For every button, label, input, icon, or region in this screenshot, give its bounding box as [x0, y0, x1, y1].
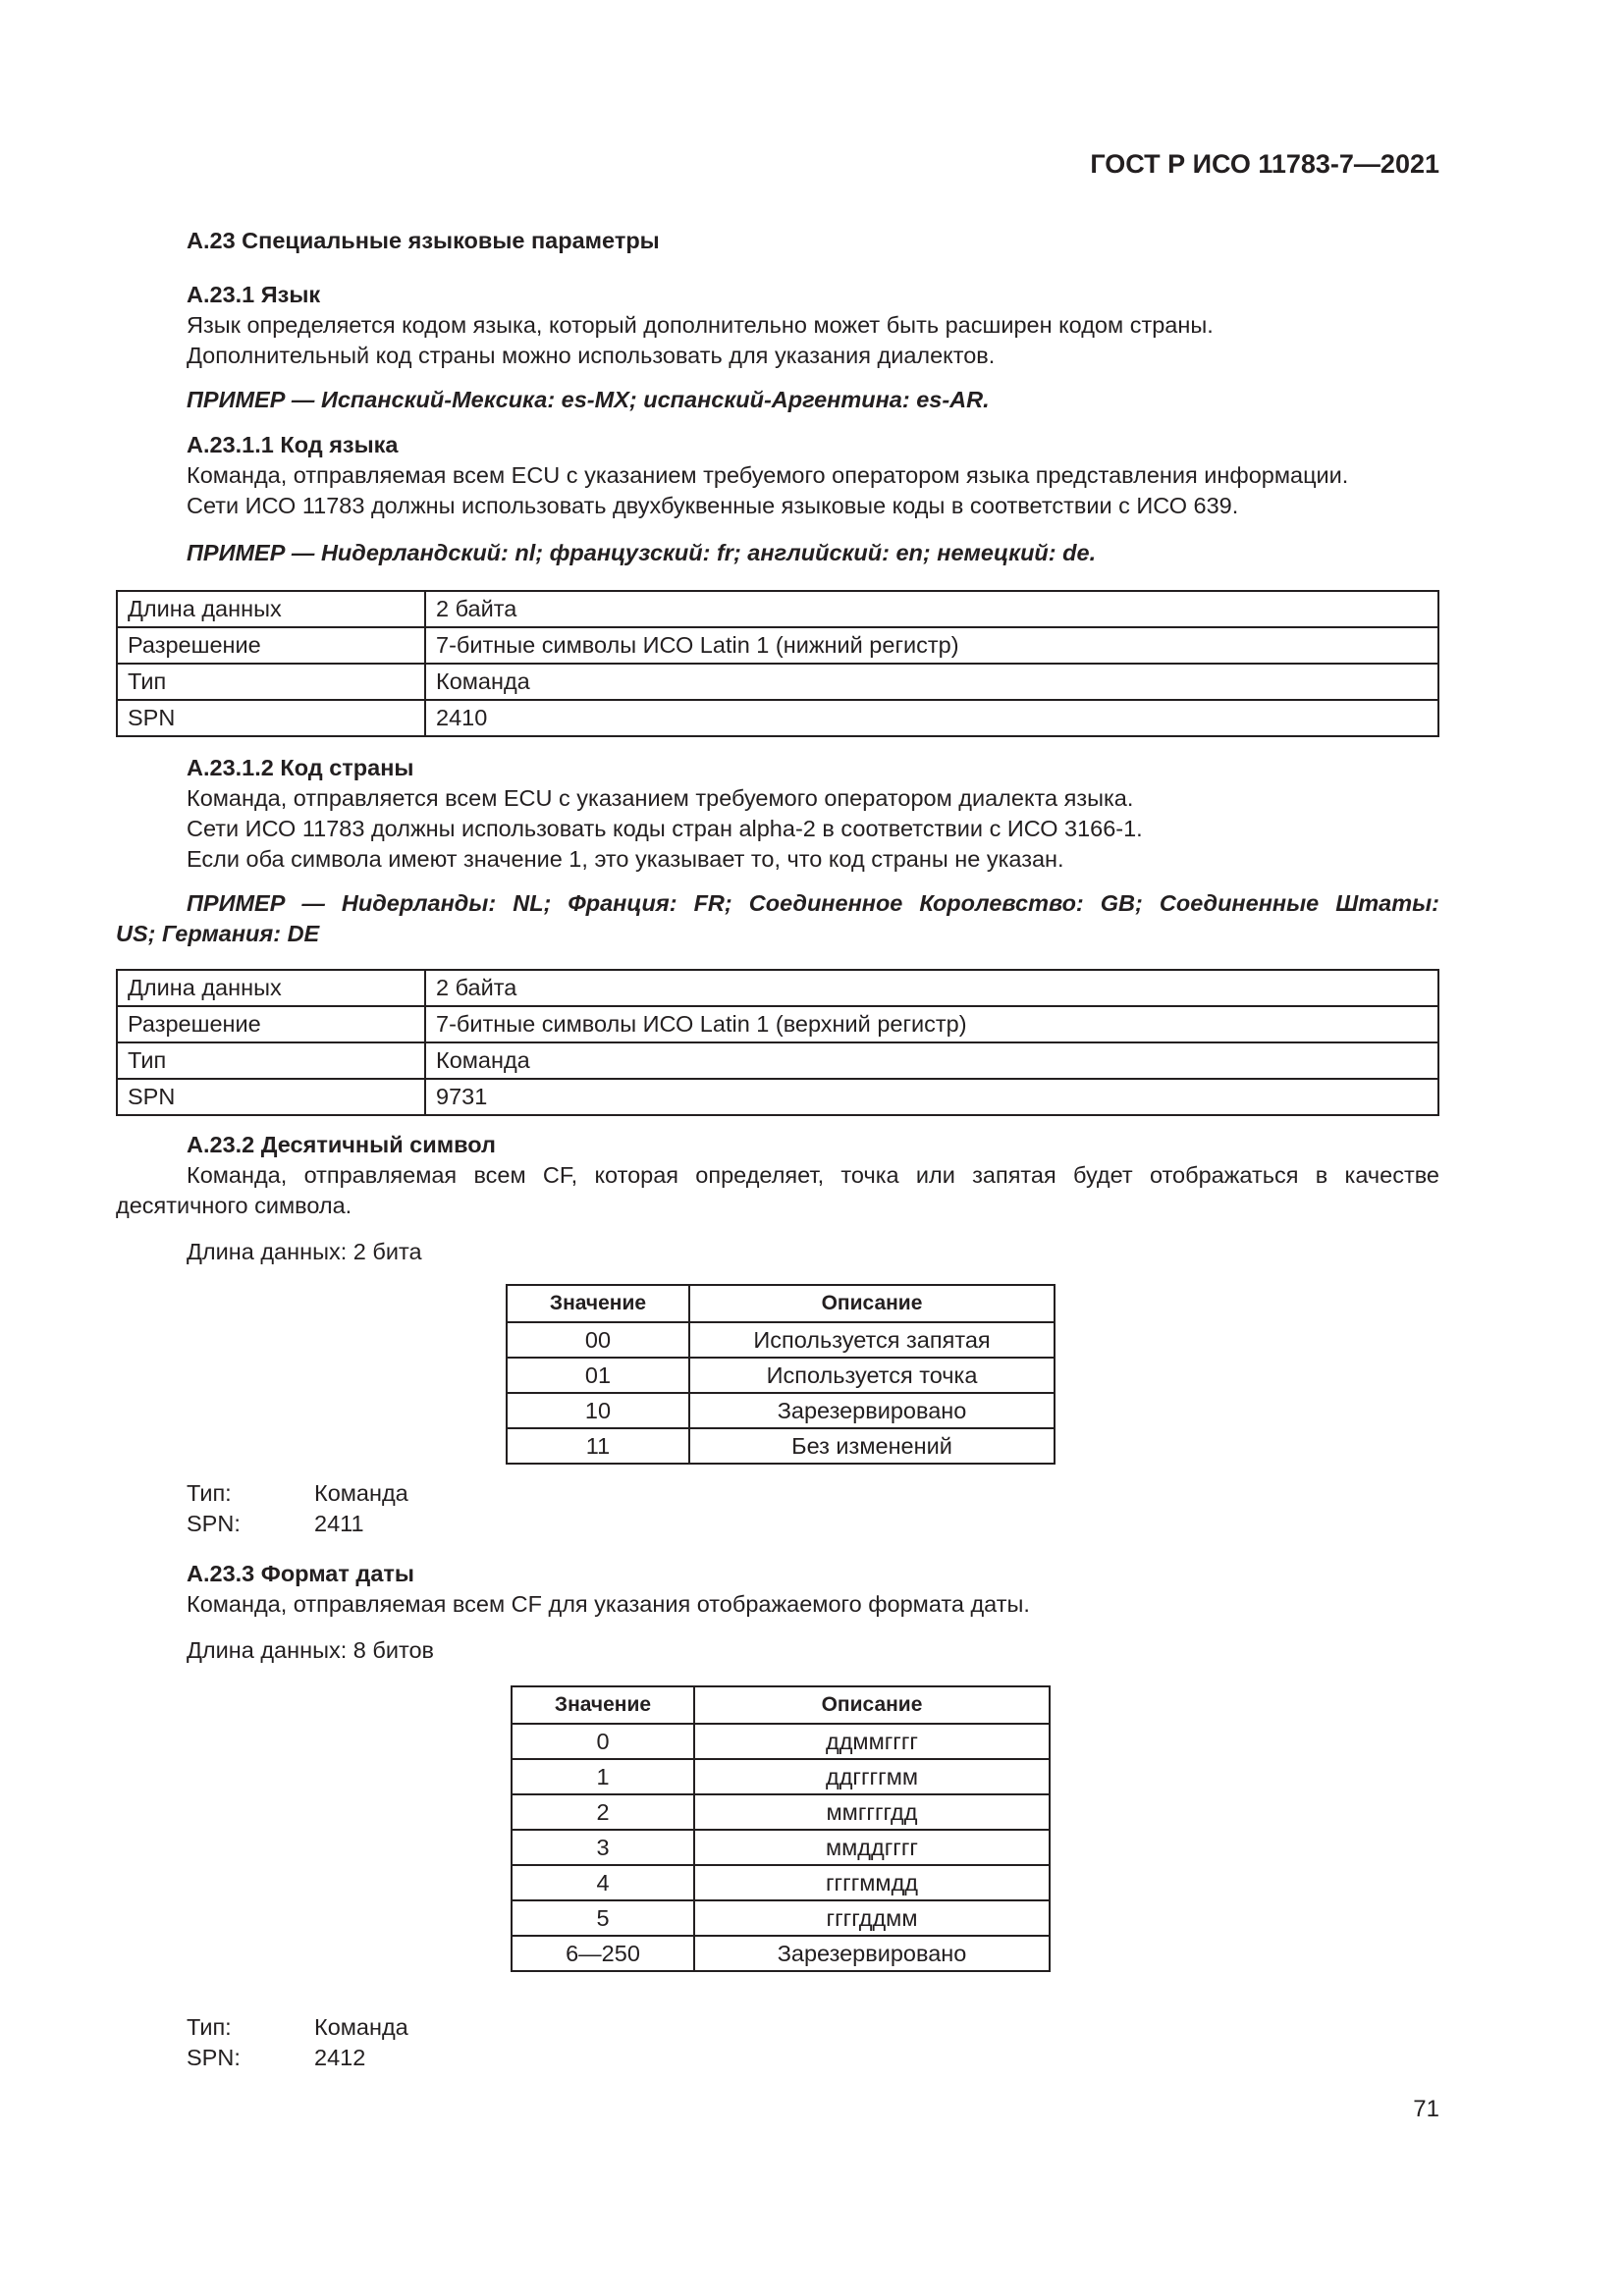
date-format-values-table: [511, 1685, 1051, 1972]
type-label: Тип:: [187, 1480, 232, 1506]
decimal-symbol-paragraph-line-2: десятичного символа.: [116, 1193, 352, 1218]
decimal-symbol-paragraph-line-1: Команда, отправляемая всем CF, которая определяет, точка или запятая будет отображаться в качестве: [187, 1162, 1439, 1188]
table-cell-value: 2410: [425, 700, 1438, 736]
subsection-language-code-title: А.23.1.1 Код языка: [187, 432, 399, 457]
table-cell-description: ггггммдд: [694, 1865, 1050, 1900]
table-cell-value: 7-битные символы ИСО Latin 1 (верхний регистр): [425, 1006, 1438, 1042]
table-row: [117, 1079, 1438, 1115]
table-cell-value: Команда: [425, 1042, 1438, 1079]
table-cell-value: 00: [507, 1322, 689, 1358]
subsection-date-format-title: А.23.3 Формат даты: [187, 1561, 414, 1586]
table-row: [512, 1865, 1050, 1900]
table-cell-value: 4: [512, 1865, 694, 1900]
table-row: [507, 1428, 1055, 1464]
date-format-spn-line: [187, 2043, 365, 2073]
table-cell-value: 6—250: [512, 1936, 694, 1971]
table-cell-key: SPN: [117, 1079, 425, 1115]
country-code-paragraph-3: Если оба символа имеют значение 1, это указывает то, что код страны не указан.: [187, 846, 1064, 872]
table-row: [512, 1936, 1050, 1971]
subsection-decimal-symbol-title: А.23.2 Десятичный символ: [187, 1132, 496, 1157]
table-cell-value: 10: [507, 1393, 689, 1428]
table-cell-value: 5: [512, 1900, 694, 1936]
language-paragraph-2: Дополнительный код страны можно использовать для указания диалектов.: [187, 343, 996, 368]
table-cell-key: Разрешение: [117, 627, 425, 664]
table-cell-description: Зарезервировано: [689, 1393, 1055, 1428]
date-format-data-length: Длина данных: 8 битов: [187, 1637, 435, 1663]
table-cell-description: ддммгггг: [694, 1724, 1050, 1759]
date-format-type-line: [187, 2012, 408, 2043]
table-cell-value: 7-битные символы ИСО Latin 1 (нижний регистр): [425, 627, 1438, 664]
table-cell-description: Зарезервировано: [694, 1936, 1050, 1971]
table-cell-key: Длина данных: [117, 591, 425, 627]
decimal-symbol-type-line: [187, 1478, 408, 1509]
country-code-example-line-2: US; Германия: DE: [116, 921, 320, 946]
date-format-paragraph: Команда, отправляемая всем CF для указания отображаемого формата даты.: [187, 1591, 1030, 1617]
table-row: [512, 1900, 1050, 1936]
table-row: [512, 1759, 1050, 1794]
table-cell-value: 11: [507, 1428, 689, 1464]
table-header-row: [507, 1285, 1055, 1322]
language-example: ПРИМЕР — Испанский-Мексика: es-MX; испанский-Аргентина: es-AR.: [187, 387, 990, 412]
subsection-language-title: А.23.1 Язык: [187, 282, 321, 307]
subsection-country-code-title: А.23.1.2 Код страны: [187, 755, 414, 780]
table-row: [512, 1724, 1050, 1759]
country-code-paragraph-1: Команда, отправляется всем ECU с указанием требуемого оператором диалекта языка.: [187, 785, 1134, 811]
column-header-description: Описание: [689, 1285, 1055, 1322]
decimal-symbol-spn-line: [187, 1509, 364, 1539]
column-header-value: Значение: [507, 1285, 689, 1322]
table-cell-value: 01: [507, 1358, 689, 1393]
column-header-description: Описание: [694, 1686, 1050, 1724]
table-cell-key: Длина данных: [117, 970, 425, 1006]
language-paragraph-1: Язык определяется кодом языка, который дополнительно может быть расширен кодом страны.: [187, 312, 1214, 338]
table-cell-value: 2 байта: [425, 591, 1438, 627]
table-row: [512, 1830, 1050, 1865]
table-cell-description: ммггггдд: [694, 1794, 1050, 1830]
table-cell-value: 0: [512, 1724, 694, 1759]
table-cell-value: 1: [512, 1759, 694, 1794]
decimal-symbol-data-length: Длина данных: 2 бита: [187, 1239, 422, 1264]
country-code-paragraph-2: Сети ИСО 11783 должны использовать коды стран alpha-2 в соответствии с ИСО 3166-1.: [187, 816, 1143, 841]
language-code-paragraph-2: Сети ИСО 11783 должны использовать двухбуквенные языковые коды в соответствии с ИСО 639.: [187, 493, 1239, 518]
table-cell-value: 2: [512, 1794, 694, 1830]
table-cell-key: SPN: [117, 700, 425, 736]
table-cell-description: ммддгггг: [694, 1830, 1050, 1865]
table-row: [507, 1358, 1055, 1393]
section-title: А.23 Специальные языковые параметры: [187, 228, 660, 253]
decimal-symbol-values-table: [506, 1284, 1056, 1465]
column-header-value: Значение: [512, 1686, 694, 1724]
table-cell-key: Тип: [117, 1042, 425, 1079]
table-row: [507, 1393, 1055, 1428]
spn-value: 2412: [314, 2045, 366, 2070]
language-code-example: ПРИМЕР — Нидерландский: nl; французский: fr; английский: en; немецкий: de.: [187, 540, 1097, 565]
table-row: [117, 1006, 1438, 1042]
table-cell-value: 9731: [425, 1079, 1438, 1115]
table-row: [117, 1042, 1438, 1079]
table-row: [117, 627, 1438, 664]
table-row: [512, 1794, 1050, 1830]
spn-label: SPN:: [187, 1511, 241, 1536]
country-code-table: [116, 969, 1439, 1116]
type-label: Тип:: [187, 2014, 232, 2040]
document-standard-number: ГОСТ Р ИСО 11783-7—2021: [1090, 149, 1439, 179]
type-value: Команда: [314, 1480, 408, 1506]
spn-value: 2411: [314, 1511, 364, 1536]
table-cell-description: ддггггмм: [694, 1759, 1050, 1794]
table-cell-key: Тип: [117, 664, 425, 700]
page-number: 71: [1413, 2096, 1439, 2122]
language-code-paragraph-1: Команда, отправляемая всем ECU с указанием требуемого оператором языка представления информации.: [187, 462, 1349, 488]
spn-label: SPN:: [187, 2045, 241, 2070]
table-cell-description: ггггддмм: [694, 1900, 1050, 1936]
table-cell-value: 2 байта: [425, 970, 1438, 1006]
table-row: [117, 591, 1438, 627]
type-value: Команда: [314, 2014, 408, 2040]
table-row: [117, 970, 1438, 1006]
table-cell-description: Используется точка: [689, 1358, 1055, 1393]
table-cell-description: Без изменений: [689, 1428, 1055, 1464]
language-code-table: [116, 590, 1439, 737]
table-cell-value: 3: [512, 1830, 694, 1865]
country-code-example-line-1: ПРИМЕР — Нидерланды: NL; Франция: FR; Соединенное Королевство: GB; Соединенные Штаты:: [187, 890, 1439, 916]
table-cell-description: Используется запятая: [689, 1322, 1055, 1358]
table-row: [117, 700, 1438, 736]
table-row: [117, 664, 1438, 700]
table-row: [507, 1322, 1055, 1358]
table-cell-value: Команда: [425, 664, 1438, 700]
table-header-row: [512, 1686, 1050, 1724]
table-cell-key: Разрешение: [117, 1006, 425, 1042]
